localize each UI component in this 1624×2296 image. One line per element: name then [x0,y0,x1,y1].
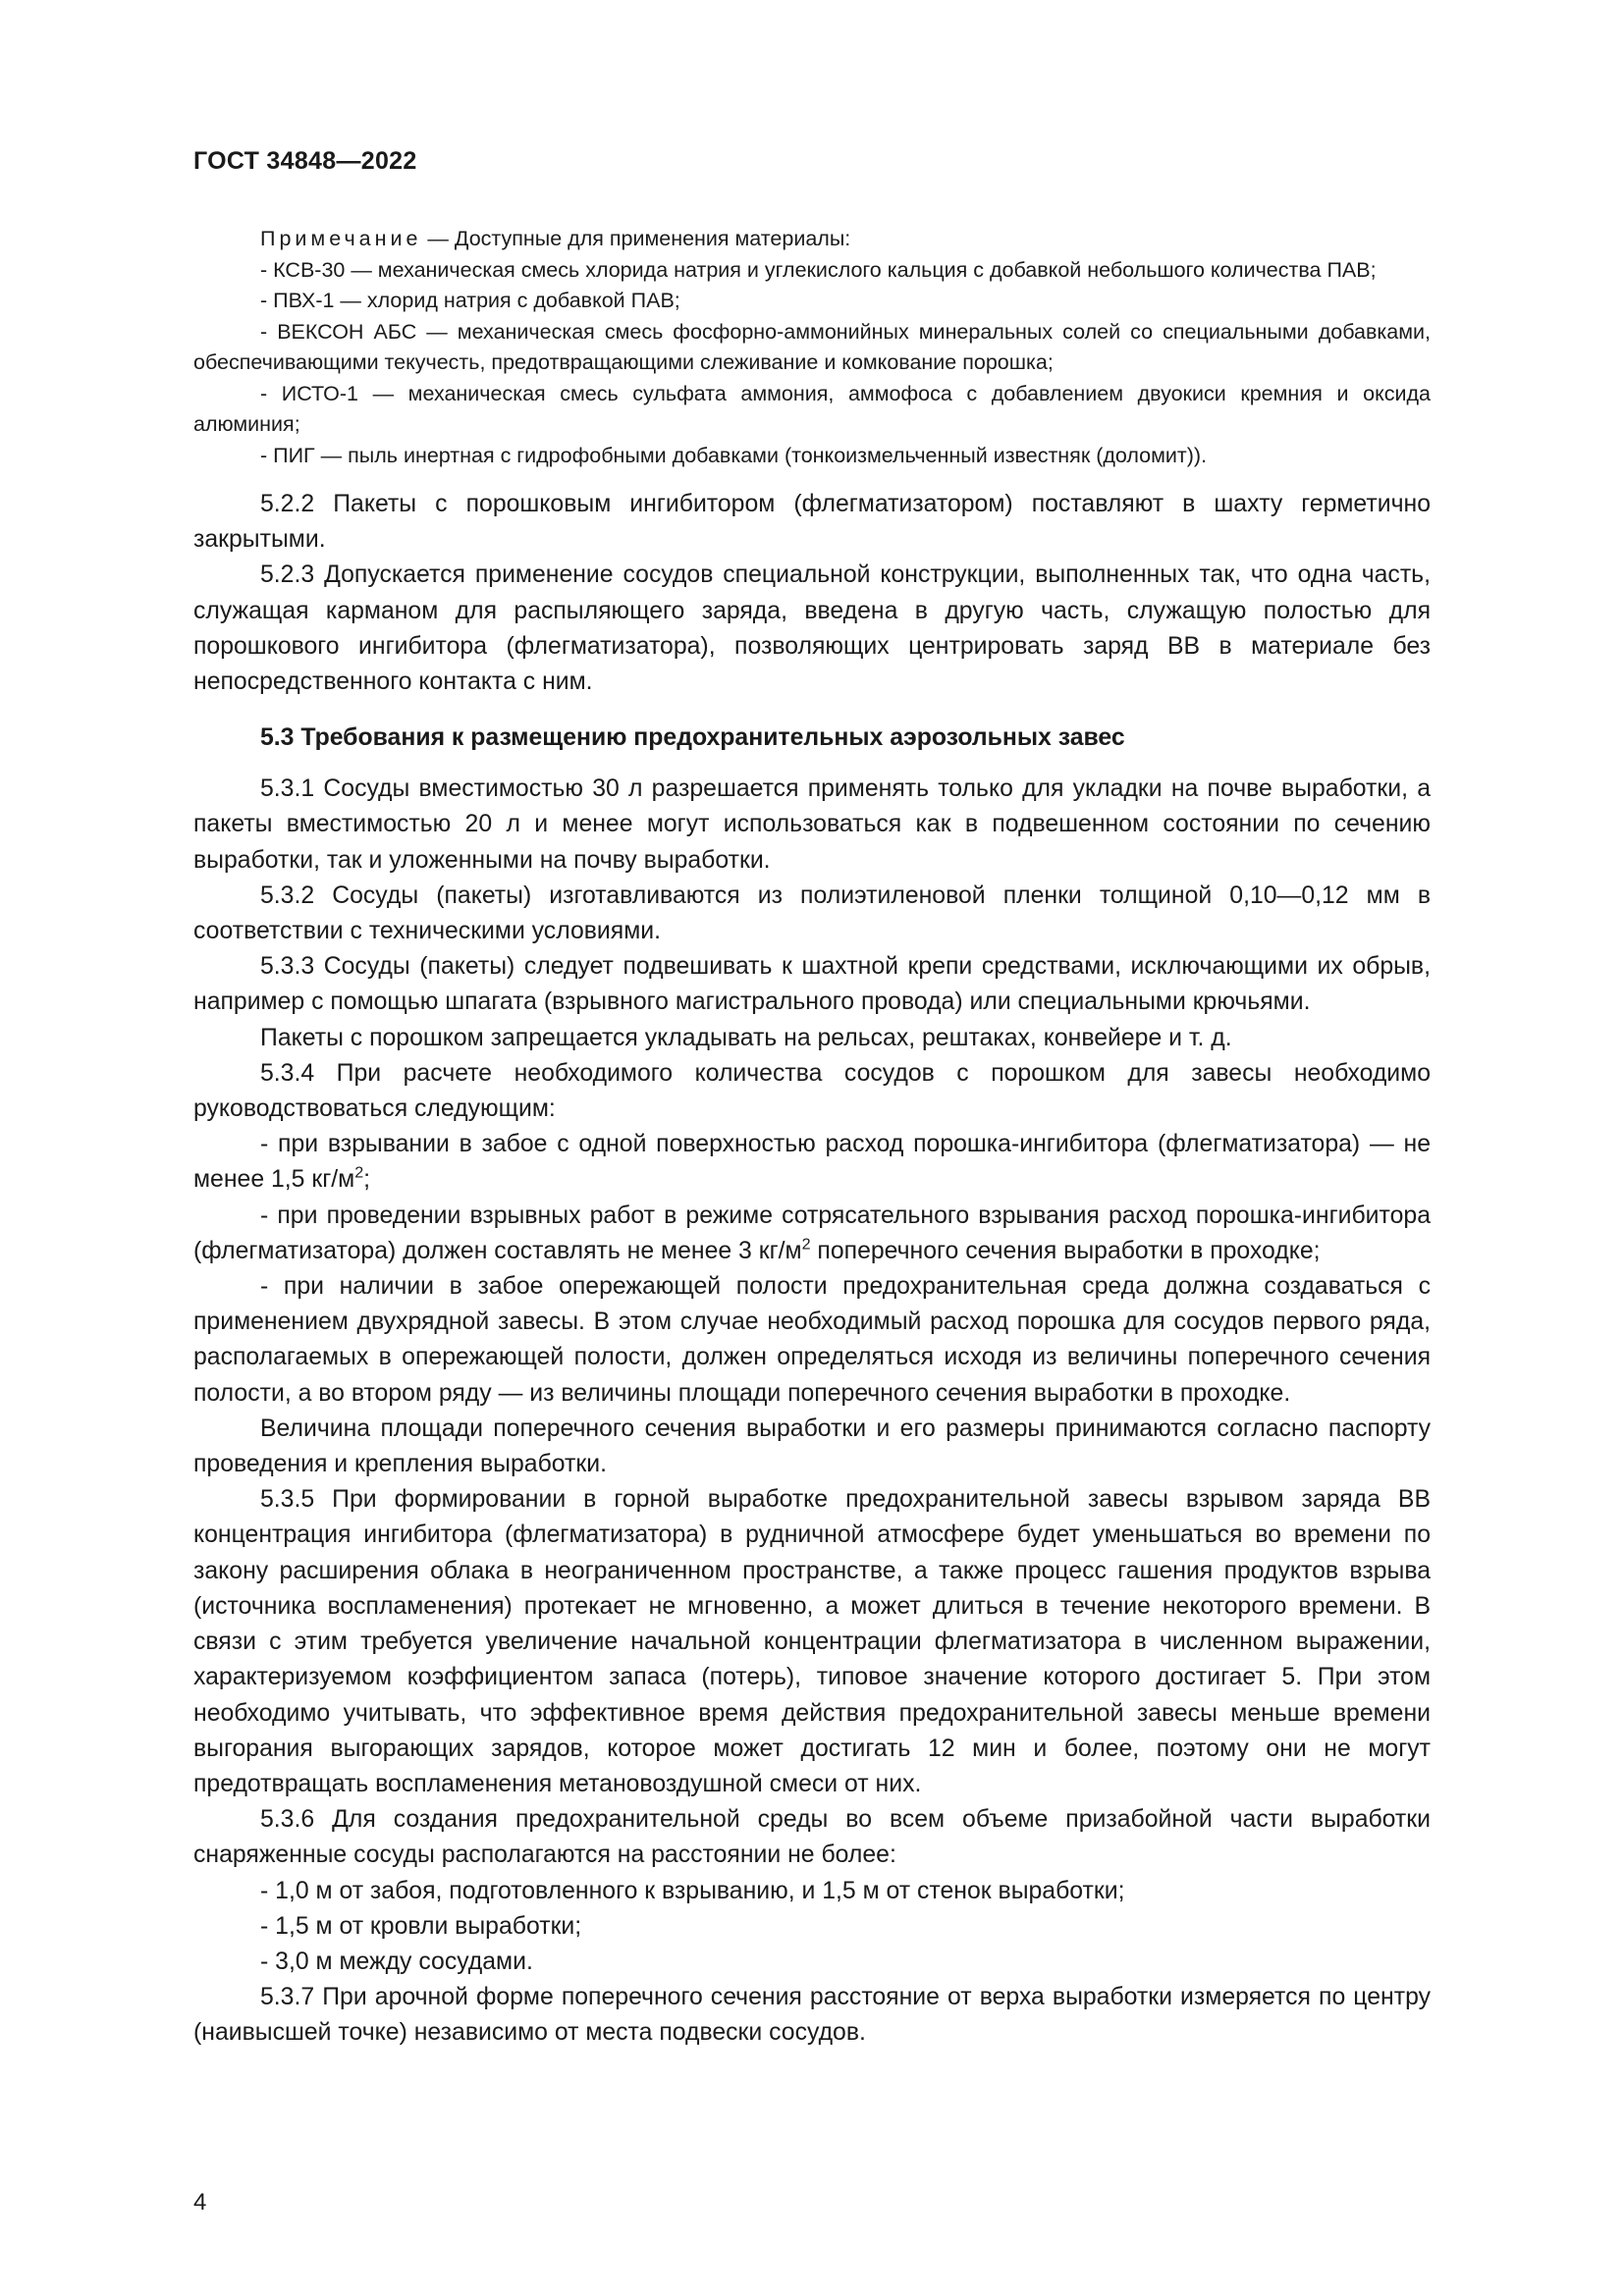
note-item: - ПИГ — пыль инертная с гидрофобными добавками (тонкоизмельченный известняк (доломит)). [260,443,1208,467]
note-label: Примечание [260,227,422,250]
section-5-3-body [193,772,1431,2051]
clause-5-3-4-item-3: - при наличии в забое опережающей полости предохранительная среда должна создаваться с применением двухрядной завесы. В этом случае необходимый расход порошка для сосудов первого ряда, располагаемых в опережающей полости, должен определяться исходя из величины поперечного сечения полости, а во втором ряду — из величины площади поперечного сечения выработки в проходке. [193,1273,1431,1407]
clause-5-3-6-item: - 1,0 м от забоя, подготовленного к взрыванию, и 1,5 м от стенок выработки; [260,1877,1125,1904]
clause-5-3-3: 5.3.3 Сосуды (пакеты) следует подвешивать к шахтной крепи средствами, исключающими их обрыв, например с помощью шпагата (взрывного магистрального провода) или специальными крючьями. [193,953,1431,1016]
clause-5-3-6-item: - 3,0 м между сосудами. [260,1948,533,1975]
note-item: - ИСТО-1 — механическая смесь сульфата аммония, аммофоса с добавлением двуокиси кремния и оксида алюминия; [193,381,1431,436]
clause-5-3-4: 5.3.4 При расчете необходимого количества сосудов с порошком для завесы необходимо руководствоваться следующим: [193,1059,1431,1123]
clauses-522-523 [193,487,1431,700]
note-intro: — Доступные для применения материалы: [421,227,851,250]
unit-exponent: 2 [801,1235,811,1254]
clause-5-3-4-item-2: - при проведении взрывных работ в режиме сотрясательного взрывания расход порошка-ингибитора (флегматизатора) должен составлять не менее 3 $кг/м^2$ поперечного сечения выработки в проходке; [193,1201,1431,1264]
clause-5-3-2: 5.3.2 Сосуды (пакеты) изготавливаются из полиэтиленовой пленки толщиной 0,10—0,12 мм в соответствии с техническими условиями. [193,881,1431,945]
clause-5-3-5: 5.3.5 При формировании в горной выработке предохранительной завесы взрывом заряда ВВ концентрация ингибитора (флегматизатора) в рудничной атмосфере будет уменьшаться во времени по закону расширения облака в неограниченном пространстве, а также процесс гашения продуктов взрыва (источника воспламенения) протекает не мгновенно, а может длиться в течение некоторого времени. В связи с этим требуется увеличение начальной концентрации флегматизатора в численном выражении, характеризуемом коэффициентом запаса (потерь), типовое значение которого достигает 5. При этом необходимо учитывать, что эффективное время действия предохранительной завесы меньше времени выгорания выгорающих зарядов, которое может достигать 12 мин и более, поэтому они не могут предотвращать воспламенения метановоздушной смеси от них. [193,1486,1431,1797]
note-item: - ПВХ-1 — хлорид натрия с добавкой ПАВ; [260,289,680,312]
clause-5-3-6-item: - 1,5 м от кровли выработки; [260,1912,582,1940]
clause-5-3-6: 5.3.6 Для создания предохранительной среды во всем объеме призабойной части выработки снаряженные сосуды располагаются на расстоянии не более: [193,1806,1431,1869]
clause-5-3-4-after: Величина площади поперечного сечения выработки и его размеры принимаются согласно паспорту проведения и крепления выработки. [193,1415,1431,1478]
section-title-5-3: 5.3 Требования к размещению предохранительных аэрозольных завес [260,724,1125,752]
note-item: - КСВ-30 — механическая смесь хлорида натрия и углекислого кальция с добавкой небольшого количества ПАВ; [260,257,1377,282]
page-number: 4 [193,2189,207,2216]
note-intro-line [193,224,1431,255]
unit-exponent: 2 [354,1164,364,1183]
note-block [193,224,1431,471]
clause-5-3-7: 5.3.7 При арочной форме поперечного сечения расстояние от верха выработки измеряется по центру (наивысшей точке) независимо от места подвески сосудов. [193,1984,1431,2047]
clause-5-3-4-item-1: - при взрывании в забое с одной поверхностью расход порошка-ингибитора (флегматизатора) — не менее 1,5 $кг/м^2$; [193,1131,1431,1194]
clause-5-3-3-cont: Пакеты с порошком запрещается укладывать на рельсах, рештаках, конвейере и т. д. [260,1024,1232,1051]
clause-5-3-1: 5.3.1 Сосуды вместимостью 30 л разрешается применять только для укладки на почве выработки, а пакеты вместимостью 20 л и менее могут использоваться как в подвешенном состоянии по сечению выработки, так и уложенными на почву выработки. [193,775,1431,874]
clause-5-2-3: 5.2.3 Допускается применение сосудов специальной конструкции, выполненных так, что одна часть, служащая карманом для распыляющего заряда, введена в другую часть, служащую полостью для порошкового ингибитора (флегматизатора), позволяющих центрировать заряд ВВ в материале без непосредственного контакта с ним. [193,561,1431,696]
page-body [193,224,1431,2052]
clause-5-2-2: 5.2.2 Пакеты с порошковым ингибитором (флегматизатором) поставляют в шахту герметично закрытыми. [193,491,1431,554]
note-item: - ВЕКСОН АБС — механическая смесь фосфорно-аммонийных минеральных солей со специальными добавками, обеспечивающими текучесть, предотвращающими слеживание и комкование порошка; [193,319,1431,374]
document-code: ГОСТ 34848—2022 [193,147,417,175]
